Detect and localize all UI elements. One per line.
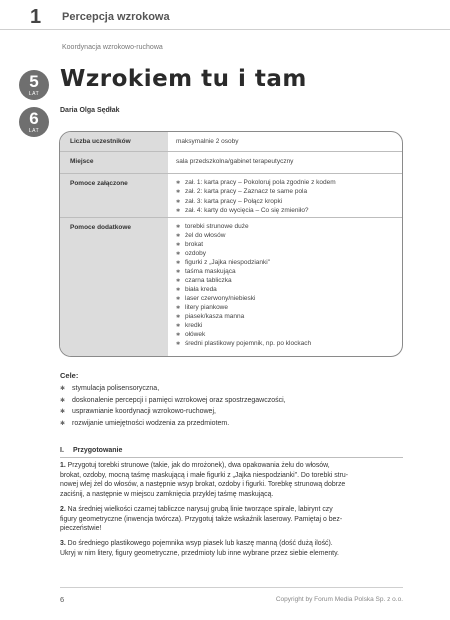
asterisk-bullet-icon: ✱ [176, 278, 181, 284]
info-label: Miejsce [70, 158, 94, 165]
page-number: 6 [60, 595, 65, 604]
paragraph-line: 3. Do średniego plastikowego pojemnika wsyp piasek lub kaszę manną (dość dużą ilość). [60, 540, 333, 547]
info-table [59, 131, 403, 357]
page-title: Wzrokiem tu i tam [60, 66, 307, 92]
info-label: Pomoce załączone [70, 180, 128, 187]
list-item: ✱ zał. 3: karta pracy – Połącz kropki [176, 197, 336, 206]
paragraph-line: nowej wlej żel do włosów, a następnie wsyp brokat, ozdoby i figurki. Torebkę strunową dobrze [60, 481, 346, 489]
age-badge-number: 5 [29, 72, 39, 91]
list-item: ✱ zał. 4: karty do wycięcia – Co się zmieniło? [176, 206, 336, 215]
asterisk-bullet-icon: ✱ [176, 323, 181, 329]
info-label: Pomoce dodatkowe [70, 224, 132, 231]
list-item: ✱ ołówek [176, 331, 206, 338]
section-number: I. [60, 447, 64, 454]
paragraph-line: figury geometryczne (inwencja twórcza). Przygotuj także wskaźnik laserowy. Pamiętaj o bez- [60, 515, 343, 523]
asterisk-bullet-icon: ✱ [176, 296, 181, 302]
list-item: ✱ doskonalenie percepcji i pamięci wzrokowej oraz spostrzegawczości, [60, 395, 286, 407]
paragraph-line: zaciśnij, a następnie w miejscu zamknięcia przyklej taśmę maskującą. [60, 491, 274, 499]
asterisk-bullet-icon: ✱ [60, 386, 66, 392]
list-item: ✱ figurki z „Jajka niespodzianki" [176, 259, 271, 266]
paragraph-3 [60, 539, 404, 558]
list-item: ✱ piasek/kasza manna [176, 313, 245, 320]
running-header [0, 0, 450, 30]
age-badge-unit: LAT [28, 91, 40, 97]
asterisk-bullet-icon: ✱ [176, 269, 181, 275]
asterisk-bullet-icon: ✱ [60, 409, 66, 415]
list-item: ✱ taśma maskująca [176, 268, 236, 275]
paragraph-number: 1. [60, 462, 66, 469]
asterisk-bullet-icon: ✱ [176, 198, 181, 205]
list-item: ✱ rozwijanie umiejętności wodzenia za przedmiotem. [60, 418, 286, 430]
list-item: ✱ ozdoby [176, 250, 206, 257]
asterisk-bullet-icon: ✱ [176, 180, 181, 186]
asterisk-bullet-icon: ✱ [176, 208, 181, 215]
asterisk-bullet-icon: ✱ [176, 305, 181, 311]
footer-divider [60, 587, 403, 588]
list-item: ✱ żel do włosów [176, 232, 226, 239]
asterisk-bullet-icon: ✱ [176, 224, 181, 230]
info-row-participants [60, 132, 402, 152]
section-subtitle: Koordynacja wzrokowo-ruchowa [62, 44, 163, 51]
asterisk-bullet-icon: ✱ [176, 242, 181, 248]
asterisk-bullet-icon: ✱ [176, 189, 181, 196]
paragraph-number: 2. [60, 506, 66, 513]
author-name: Daria Olga Sędłak [60, 107, 120, 114]
chapter-title: Percepcja wzrokowa [62, 11, 170, 23]
age-badge-unit: LAT [28, 128, 40, 134]
asterisk-bullet-icon: ✱ [60, 420, 66, 427]
paragraph-number: 3. [60, 540, 66, 547]
list-item: ✱ stymulacja polisensoryczna, [60, 383, 286, 395]
extra-aids-list [176, 222, 311, 348]
asterisk-bullet-icon: ✱ [176, 233, 181, 239]
divider [60, 457, 403, 458]
asterisk-bullet-icon: ✱ [176, 251, 181, 257]
info-row-extra [60, 218, 402, 357]
paragraph-line: pieczeństwie! [60, 525, 102, 533]
info-row-attachments [60, 174, 402, 218]
copyright-notice: Copyright by Forum Media Polska Sp. z o.o. [275, 596, 403, 603]
list-item: ✱ brokat [176, 241, 204, 248]
paragraph-line: 2. Na średniej wielkości czarnej tabliczce narysuj grubą linie tworzące spirale, labirynt czy [60, 506, 333, 513]
chapter-number: 1 [30, 6, 42, 28]
list-item: ✱ czarna tabliczka [176, 277, 232, 284]
list-item: ✱ kredki [176, 322, 203, 329]
section-title: Przygotowanie [73, 447, 123, 454]
paragraph-2 [60, 505, 404, 534]
list-item: ✱ torebki strunowe duże [176, 223, 249, 230]
asterisk-bullet-icon: ✱ [176, 260, 181, 266]
info-row-place [60, 152, 402, 174]
list-item: ✱ zał. 2: karta pracy – Zaznacz te same pola [176, 187, 336, 196]
age-badge-number: 6 [29, 109, 39, 128]
asterisk-bullet-icon: ✱ [176, 341, 181, 347]
list-item: ✱ zał. 1: karta pracy – Pokoloruj pola zgodnie z kodem [176, 178, 336, 187]
age-badge-5 [19, 70, 49, 100]
asterisk-bullet-icon: ✱ [176, 314, 181, 320]
paragraph-line: 1. Przygotuj torebki strunowe (takie, jak do mrożonek), dwa opakowania żelu do włosów, [60, 462, 330, 469]
goals-heading: Cele: [60, 371, 79, 380]
info-value: maksymalnie 2 osoby [176, 138, 239, 145]
paragraph-line: Ukryj w nim litery, figury geometryczne, przedmioty lub inne wybrane przez siebie elementy. [60, 549, 339, 557]
info-label: Liczba uczestników [70, 138, 131, 145]
list-item: ✱ laser czerwony/niebieski [176, 295, 256, 302]
goals-list [60, 383, 286, 429]
list-item: ✱ średni plastikowy pojemnik, np. po klockach [176, 340, 312, 347]
attachments-list [176, 178, 336, 216]
list-item: ✱ biała kreda [176, 286, 217, 293]
list-item: ✱ litery piankowe [176, 304, 228, 311]
asterisk-bullet-icon: ✱ [176, 332, 181, 338]
paragraph-line: brokat, ozdoby, mocną taśmę maskującą i małe figurki z „Jajka niespodzianki". Do torebki stru- [60, 471, 349, 479]
info-value: sala przedszkolna/gabinet terapeutyczny [176, 158, 294, 165]
age-badge-6 [19, 107, 49, 137]
asterisk-bullet-icon: ✱ [176, 287, 181, 293]
paragraph-1 [60, 461, 404, 500]
section-heading [60, 447, 122, 454]
asterisk-bullet-icon: ✱ [60, 397, 66, 404]
list-item: ✱ usprawnianie koordynacji wzrokowo-ruchowej, [60, 406, 286, 418]
